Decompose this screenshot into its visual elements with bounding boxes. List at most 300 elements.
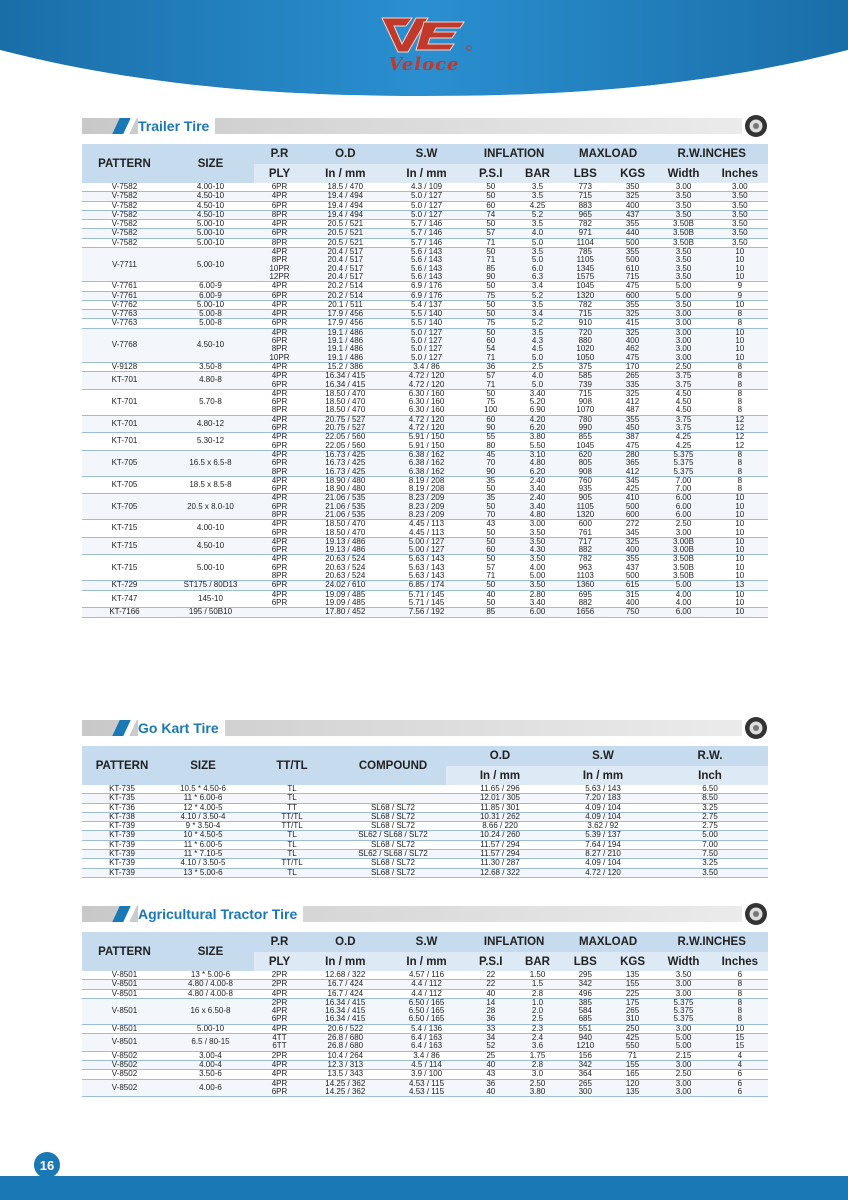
cell-psi-value: 71	[486, 255, 496, 265]
table-row	[82, 831, 768, 840]
cell-lbs	[561, 201, 610, 210]
cell-od-value: 17.80 / 452	[325, 607, 366, 617]
cell-size: 4.00-6	[167, 1079, 254, 1097]
cell-psi-value: 75	[486, 290, 496, 300]
cell-kgs-value: 155	[625, 979, 640, 989]
cell-width-value: 5.375	[673, 997, 694, 1007]
cell-size: 11 * 7.10-5	[162, 850, 244, 859]
cell-bar-value: 6.3	[531, 271, 544, 281]
cell-width-value: 2.50	[675, 361, 692, 371]
cell-inches-value: 10	[735, 509, 745, 519]
cell-kgs	[610, 555, 656, 581]
cell-kgs-value: 265	[625, 371, 640, 381]
table-row	[82, 1034, 768, 1052]
cell-sw-value: 5.6 / 143	[410, 263, 443, 273]
table-row	[82, 372, 768, 390]
cell-kgs-value: 250	[625, 1023, 640, 1033]
cell-sw-value: 5.00 / 127	[408, 545, 445, 555]
cell-psi-value: 90	[486, 466, 496, 476]
cell-sw	[386, 555, 468, 581]
trailer-table-body	[82, 183, 768, 617]
cell-kgs-value: 440	[625, 228, 640, 238]
cell-lbs	[561, 520, 610, 538]
table-row	[82, 192, 768, 201]
cell-sw: 4.72 / 120	[554, 868, 652, 877]
cell-kgs-value: 387	[625, 432, 640, 442]
cell-bar-value: 5.20	[529, 397, 546, 407]
cell-sw-value: 3.9 / 100	[410, 1069, 443, 1079]
cell-inches-value: 10	[735, 554, 745, 564]
cell-width-value: 7.00	[675, 475, 692, 485]
cell-inches-value: 15	[735, 1033, 745, 1043]
cell-rw: 2.75	[652, 822, 768, 831]
cell-inches-value: 3.00	[732, 182, 748, 191]
cell-ply-value: 4PR	[271, 536, 288, 546]
cell-kgs-value: 425	[625, 1033, 640, 1043]
cell-pattern: KT-739	[82, 822, 162, 831]
cell-od-value: 14.25 / 362	[325, 1078, 366, 1088]
cell-sw-value: 6.50 / 165	[408, 997, 445, 1007]
cell-inches-value: 10	[735, 327, 745, 337]
cell-bar	[514, 415, 561, 433]
cell-width-value: 2.15	[675, 1050, 692, 1060]
cell-lbs	[561, 980, 610, 989]
cell-rw: 2.75	[652, 812, 768, 821]
cell-psi-value: 71	[486, 352, 496, 362]
cell-width	[655, 980, 711, 989]
cell-lbs-value: 1050	[576, 352, 595, 362]
cell-kgs-value: 450	[625, 423, 640, 433]
cell-size: 4.00-4	[167, 1060, 254, 1069]
cell-od: 11.65 / 296	[446, 785, 554, 794]
cell-psi-value: 50	[486, 299, 496, 309]
cell-bar-value: 2.3	[531, 1023, 544, 1033]
cell-bar	[514, 520, 561, 538]
cell-sw-value: 4.4 / 112	[411, 979, 442, 989]
cell-inches	[712, 1079, 768, 1097]
cell-psi-value: 36	[486, 361, 496, 371]
cell-sw-value: 4.5 / 114	[411, 1059, 442, 1069]
cell-inches	[712, 980, 768, 989]
cell-sw: 8.27 / 210	[554, 850, 652, 859]
cell-psi	[467, 372, 514, 390]
table-row	[82, 803, 768, 812]
cell-size: 5.00-10	[167, 555, 254, 581]
cell-kgs-value: 265	[625, 1006, 640, 1016]
cell-bar-value: 3.5	[531, 327, 544, 337]
cell-inches-value: 4	[737, 1050, 743, 1060]
cell-psi-value: 71	[486, 571, 496, 581]
cell-lbs-value: 375	[578, 361, 592, 371]
cell-psi-value: 50	[486, 247, 496, 257]
cell-psi-value: 35	[486, 475, 496, 485]
cell-lbs-value: 1105	[576, 501, 594, 511]
cell-sw-value: 6.4 / 163	[410, 1033, 443, 1043]
cell-bar	[514, 389, 561, 415]
cell-psi-value: 43	[486, 1069, 496, 1079]
cell-width-value: 4.25	[675, 440, 692, 450]
cell-ply	[254, 201, 305, 210]
cell-kgs-value: 280	[625, 449, 640, 459]
cell-size: 195 / 50B10	[167, 608, 254, 617]
cell-kgs	[610, 372, 656, 390]
cell-bar	[514, 282, 561, 291]
cell-bar-value: 4.3	[531, 336, 544, 346]
cell-lbs-value: 1656	[576, 607, 595, 617]
cell-sw	[386, 1034, 468, 1052]
cell-inches	[712, 282, 768, 291]
cell-size: 16.5 x 6.5-8	[167, 450, 254, 476]
cell-width-value: 3.00	[675, 344, 692, 354]
cell-inches-value: 6	[737, 1086, 743, 1096]
cell-sw	[386, 192, 468, 201]
cell-ply-value: 6PR	[271, 597, 288, 607]
cell-inches-value: 10	[735, 501, 745, 511]
cell-width-value: 4.00	[675, 589, 692, 599]
cell-psi-value: 50	[486, 536, 496, 546]
cell-sw-value: 5.6 / 143	[410, 255, 443, 265]
cell-od-value: 20.5 / 521	[327, 228, 364, 238]
cell-tttl: TT	[244, 803, 340, 812]
cell-pattern: V-7768	[82, 328, 167, 362]
cell-compound: SL68 / SL72	[340, 868, 446, 877]
cell-sw-value: 5.7 / 146	[410, 219, 443, 229]
cell-size: 4.80 / 4.00-8	[167, 980, 254, 989]
cell-size: 4.00-10	[167, 520, 254, 538]
cell-lbs	[561, 1070, 610, 1079]
cell-ply-value: 4PR	[271, 299, 288, 309]
table-row	[82, 590, 768, 608]
cell-psi-value: 90	[486, 271, 496, 281]
cell-bar-value: 3.40	[529, 388, 546, 398]
col-ply: PLY	[254, 952, 305, 971]
cell-size: 5.00-10	[167, 220, 254, 229]
cell-bar-value: 2.80	[529, 589, 546, 599]
cell-psi-value: 50	[486, 527, 496, 537]
table-row	[82, 291, 768, 300]
cell-width-value: 3.00	[675, 352, 692, 362]
cell-lbs-value: 782	[578, 554, 592, 564]
cell-bar-value: 6.0	[531, 263, 544, 273]
cell-lbs-value: 1020	[576, 344, 595, 354]
cell-ply	[254, 192, 305, 201]
col-od-unit: In / mm	[305, 952, 386, 971]
cell-lbs	[561, 282, 610, 291]
cell-inches-value: 6	[737, 1069, 743, 1079]
cell-od-value: 20.2 / 514	[327, 290, 364, 300]
cell-psi-value: 80	[486, 440, 496, 450]
cell-od-value: 26.8 / 680	[327, 1041, 364, 1051]
cell-psi	[467, 590, 514, 608]
cell-inches-value: 4	[737, 1059, 743, 1069]
col-bar: BAR	[514, 952, 561, 971]
cell-pattern: V-7762	[82, 300, 167, 309]
cell-kgs	[610, 494, 656, 520]
table-row	[82, 537, 768, 555]
cell-od-value: 16.34 / 415	[325, 1006, 366, 1016]
table-row	[82, 555, 768, 581]
cell-lbs-value: 883	[578, 200, 592, 210]
cell-kgs-value: 120	[625, 1078, 640, 1088]
cell-sw-value: 6.30 / 160	[408, 405, 445, 415]
cell-psi	[467, 980, 514, 989]
cell-inches	[712, 248, 768, 282]
cell-size: 4.80-8	[167, 372, 254, 390]
cell-sw	[386, 998, 468, 1024]
cell-sw: 5.63 / 143	[554, 785, 652, 794]
cell-lbs	[561, 248, 610, 282]
cell-pattern: KT-739	[82, 840, 162, 849]
cell-tttl: TT/TL	[244, 822, 340, 831]
cell-psi-value: 85	[486, 263, 496, 273]
cell-ply	[254, 590, 305, 608]
col-od: O.D	[305, 932, 386, 952]
cell-sw-value: 5.91 / 150	[408, 432, 445, 442]
cell-sw	[386, 494, 468, 520]
cell-lbs-value: 156	[578, 1050, 592, 1060]
cell-kgs-value: 345	[625, 527, 640, 537]
cell-od-value: 20.5 / 521	[327, 219, 364, 229]
cell-od-value: 20.2 / 514	[327, 281, 364, 291]
cell-od-value: 14.25 / 362	[325, 1086, 366, 1096]
cell-od-value: 10.4 / 264	[327, 1050, 364, 1060]
cell-width	[655, 555, 711, 581]
cell-sw-value: 6.38 / 162	[408, 449, 445, 459]
cell-lbs-value: 780	[578, 414, 592, 424]
cell-kgs-value: 750	[625, 607, 640, 617]
cell-ply-value: 10PR	[269, 352, 290, 362]
cell-psi-value: 75	[486, 397, 496, 407]
cell-pattern: KT-701	[82, 415, 167, 433]
cell-sw-value: 5.63 / 143	[408, 554, 445, 564]
cell-inches-value: 8	[737, 397, 743, 407]
go-kart-table-body	[82, 785, 768, 877]
cell-pattern: V-7761	[82, 282, 167, 291]
cell-size: 5.00-10	[167, 238, 254, 247]
cell-width	[655, 520, 711, 538]
cell-psi	[467, 494, 514, 520]
cell-width	[655, 1070, 711, 1079]
cell-width-value: 3.00	[675, 318, 692, 328]
cell-psi	[467, 389, 514, 415]
cell-psi-value: 33	[486, 1023, 496, 1033]
cell-width-value: 4.00	[675, 597, 692, 607]
cell-inches	[712, 450, 768, 476]
cell-inches-value: 10	[735, 519, 745, 529]
cell-ply-value: 6PR	[271, 545, 288, 555]
cell-od	[305, 1034, 386, 1052]
cell-psi-value: 100	[484, 405, 498, 415]
cell-ply-value: 8PR	[271, 255, 288, 265]
cell-lbs-value: 1104	[576, 237, 594, 247]
col-sw-unit: In / mm	[554, 766, 652, 785]
cell-bar-value: 5.00	[529, 571, 546, 581]
cell-kgs	[610, 328, 656, 362]
cell-lbs-value: 1575	[576, 271, 595, 281]
cell-kgs-value: 225	[625, 988, 640, 998]
cell-width-value: 2.50	[675, 519, 692, 529]
cell-width-value: 4.50	[675, 397, 692, 407]
cell-inches	[712, 494, 768, 520]
cell-kgs-value: 475	[625, 352, 640, 362]
cell-kgs-value: 400	[625, 336, 640, 346]
cell-od-value: 24.02 / 610	[325, 580, 366, 590]
cell-kgs-value: 335	[625, 379, 640, 389]
cell-od-value: 16.73 / 425	[325, 466, 366, 476]
cell-sw-value: 4.72 / 120	[408, 379, 445, 389]
cell-kgs-value: 715	[625, 271, 640, 281]
cell-bar-value: 6.20	[529, 466, 546, 476]
cell-inches-value: 15	[735, 1041, 745, 1051]
col-psi: P.S.I	[467, 952, 514, 971]
cell-ply-value: 4PR	[271, 554, 288, 564]
cell-psi-value: 52	[486, 1041, 496, 1051]
cell-inches-value: 8	[737, 361, 743, 371]
cell-od-value: 19.4 / 494	[327, 191, 364, 201]
cell-ply-value: 4PR	[271, 327, 288, 337]
col-width: Width	[655, 952, 711, 971]
cell-size: 9 * 3.50-4	[162, 822, 244, 831]
cell-inches-value: 3.50	[732, 228, 748, 238]
cell-sw-value: 5.0 / 127	[410, 200, 443, 210]
cell-lbs-value: 1103	[576, 571, 594, 581]
cell-inches-value: 8	[737, 1006, 743, 1016]
brand-logo	[372, 14, 476, 76]
cell-kgs-value: 437	[625, 562, 640, 572]
cell-inches-value: 3.50	[732, 237, 748, 247]
cell-bar-value: 5.0	[531, 379, 544, 389]
cell-od-value: 17.9 / 456	[327, 318, 364, 328]
cell-size: ST175 / 80D13	[167, 581, 254, 590]
cell-sw: 3.62 / 92	[554, 822, 652, 831]
cell-bar-value: 1.50	[529, 970, 546, 979]
cell-sw-value: 3.4 / 86	[413, 1050, 440, 1060]
cell-od	[305, 201, 386, 210]
cell-sw-value: 4.53 / 115	[409, 1078, 445, 1088]
cell-bar-value: 2.0	[531, 1006, 544, 1016]
cell-width-value: 5.375	[673, 1014, 694, 1024]
cell-width-value: 3.00B	[673, 536, 694, 546]
cell-sw	[386, 581, 468, 590]
cell-lbs	[561, 229, 610, 238]
cell-kgs-value: 415	[625, 318, 640, 328]
cell-ply-value: 8PR	[271, 571, 288, 581]
cell-inches	[712, 608, 768, 617]
cell-kgs	[610, 433, 656, 451]
cell-lbs-value: 717	[578, 536, 592, 546]
cell-size: 11 * 6.00-6	[162, 794, 244, 803]
cell-pattern: V-7582	[82, 183, 167, 192]
col-od: O.D	[446, 746, 554, 766]
cell-bar	[514, 372, 561, 390]
cell-od-value: 16.7 / 424	[327, 988, 364, 998]
cell-kgs-value: 355	[625, 414, 640, 424]
cell-lbs-value: 805	[578, 458, 592, 468]
cell-width-value: 4.25	[675, 432, 692, 442]
cell-bar-value: 4.0	[531, 228, 544, 238]
cell-inches-value: 3.50	[732, 200, 748, 210]
cell-width	[655, 989, 711, 998]
cell-ply	[254, 328, 305, 362]
cell-inches-value: 10	[735, 589, 745, 599]
cell-inches-value: 8	[737, 988, 743, 998]
cell-tttl: TT/TL	[244, 859, 340, 868]
cell-ply-value: 10PR	[269, 263, 290, 273]
cell-size: 11 * 6.00-5	[162, 840, 244, 849]
cell-tttl: TL	[244, 868, 340, 877]
cell-psi	[467, 291, 514, 300]
cell-width	[655, 998, 711, 1024]
cell-od-value: 22.05 / 560	[325, 432, 366, 442]
cell-od	[305, 1070, 386, 1079]
cell-pattern: KT-739	[82, 859, 162, 868]
cell-bar-value: 6.20	[529, 423, 546, 433]
cell-bar-value: 3.5	[531, 219, 544, 229]
cell-ply-value: 4PR	[271, 1023, 288, 1033]
cell-ply	[254, 581, 305, 590]
table-row	[82, 998, 768, 1024]
cell-od: 11.57 / 294	[446, 840, 554, 849]
cell-bar-value: 5.0	[531, 352, 544, 362]
cell-bar	[514, 581, 561, 590]
cell-lbs-value: 963	[578, 562, 592, 572]
cell-compound: SL68 / SL72	[340, 840, 446, 849]
cell-od-value: 22.05 / 560	[325, 440, 366, 450]
cell-sw-value: 5.6 / 143	[410, 271, 443, 281]
cell-ply-value: 4PR	[271, 361, 288, 371]
cell-od	[305, 433, 386, 451]
cell-sw-value: 5.6 / 143	[410, 247, 443, 257]
cell-sw-value: 5.0 / 127	[410, 327, 443, 337]
cell-kgs-value: 412	[625, 397, 640, 407]
cell-pattern: KT-715	[82, 537, 167, 555]
cell-width-value: 3.00	[675, 336, 692, 346]
cell-lbs	[561, 291, 610, 300]
cell-sw-value: 8.19 / 208	[408, 484, 445, 494]
cell-psi	[467, 555, 514, 581]
cell-kgs	[610, 201, 656, 210]
cell-psi-value: 45	[486, 449, 496, 459]
cell-width-value: 3.50B	[673, 571, 694, 581]
cell-width-value: 3.00	[675, 182, 692, 191]
cell-psi-value: 25	[486, 1050, 496, 1060]
cell-sw-value: 5.7 / 146	[410, 228, 443, 238]
cell-lbs	[561, 989, 610, 998]
cell-sw-value: 4.45 / 113	[409, 527, 445, 537]
cell-width-value: 3.50B	[673, 554, 694, 564]
cell-kgs-value: 315	[625, 589, 640, 599]
cell-kgs-value: 462	[625, 344, 640, 354]
cell-ply-value: 6PR	[271, 1014, 288, 1024]
cell-sw-value: 5.0 / 127	[410, 344, 443, 354]
cell-rw: 8.50	[652, 794, 768, 803]
cell-psi	[467, 520, 514, 538]
cell-od-value: 26.8 / 680	[327, 1033, 364, 1043]
cell-ply-value: 6PR	[271, 423, 288, 433]
cell-sw-value: 5.71 / 145	[408, 597, 445, 607]
cell-od-value: 20.5 / 521	[327, 237, 364, 247]
cell-pattern: V-8502	[82, 1079, 167, 1097]
cell-kgs	[610, 537, 656, 555]
cell-psi	[467, 192, 514, 201]
cell-psi-value: 50	[486, 388, 496, 398]
cell-od-value: 19.09 / 485	[325, 597, 366, 607]
cell-size: 4.10 / 3.50-4	[162, 812, 244, 821]
cell-ply-value: 6PR	[271, 182, 288, 191]
cell-inches	[712, 389, 768, 415]
table-row	[82, 319, 768, 328]
col-rw: R.W.INCHES	[655, 932, 768, 952]
